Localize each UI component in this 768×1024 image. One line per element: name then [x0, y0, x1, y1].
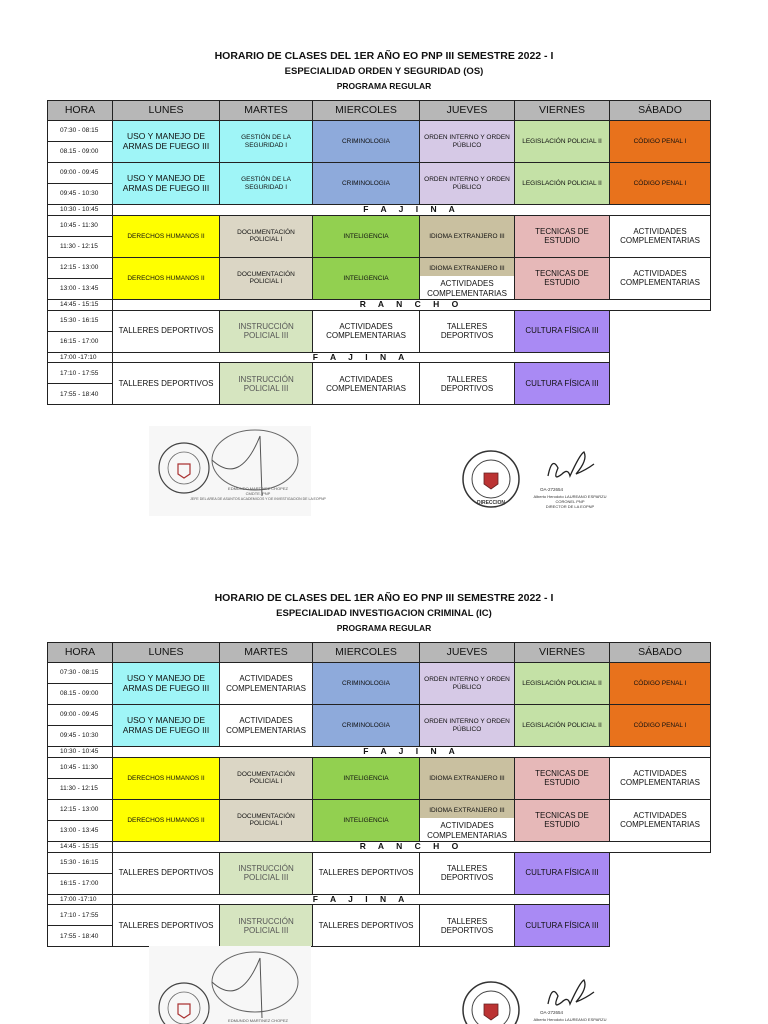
break-band: F A J I N A — [113, 352, 610, 363]
right-seal-stamp — [463, 451, 519, 507]
course-cell: TALLERES DEPORTIVOS — [313, 905, 420, 947]
course-cell: DERECHOS HUMANOS II — [113, 757, 220, 799]
right-signer-rank: CORONEL PNP — [555, 499, 585, 504]
time-cell: 07:30 - 08:15 — [48, 663, 113, 684]
empty-cell — [610, 310, 711, 352]
course-cell: ACTIVIDADES COMPLEMENTARIAS — [610, 799, 711, 841]
course-cell: ORDEN INTERNO Y ORDEN PÚBLICO — [420, 121, 515, 163]
schedule-table — [47, 642, 711, 947]
course-cell: LEGISLACIÓN POLICIAL II — [515, 163, 610, 205]
header-lunes: LUNES — [113, 101, 220, 121]
time-cell: 17:00 -17:10 — [48, 352, 113, 363]
break-band: F A J I N A — [113, 205, 711, 216]
course-cell-lower: ACTIVIDADES COMPLEMENTARIAS — [420, 818, 514, 841]
time-cell: 12:15 - 13:00 — [48, 257, 113, 278]
time-cell: 09:45 - 10:30 — [48, 726, 113, 747]
break-band: F A J I N A — [113, 894, 610, 905]
course-cell: LEGISLACIÓN POLICIAL II — [515, 705, 610, 747]
time-cell: 17:10 - 17:55 — [48, 905, 113, 926]
course-cell: ORDEN INTERNO Y ORDEN PÚBLICO — [420, 663, 515, 705]
time-cell: 17:55 - 18:40 — [48, 384, 113, 405]
course-cell: DOCUMENTACIÓN POLICIAL I — [220, 799, 313, 841]
left-signer-name: EDMUNDO MARTINEZ CHOPEZ — [228, 486, 288, 491]
left-signer-role: JEFE DEL AREA DE ASUNTOS ACADEMICOS Y DE INVESTIGACION DE LA EOPNP — [190, 497, 326, 501]
time-cell: 09:45 - 10:30 — [48, 184, 113, 205]
empty-cell — [610, 852, 711, 894]
right-signer-role: DIRECTOR DE LA EOPNP — [545, 504, 595, 509]
course-cell: GESTIÓN DE LA SEGURIDAD I — [220, 163, 313, 205]
header-miercoles: MIERCOLES — [313, 643, 420, 663]
break-band: R A N C H O — [113, 299, 711, 310]
time-cell: 10:30 - 10:45 — [48, 205, 113, 216]
time-cell: 17:10 - 17:55 — [48, 363, 113, 384]
time-cell: 11:30 - 12:15 — [48, 236, 113, 257]
time-cell: 08.15 - 09:00 — [48, 684, 113, 705]
course-cell: ACTIVIDADES COMPLEMENTARIAS — [610, 757, 711, 799]
course-cell: INSTRUCCIÓN POLICIAL III — [220, 852, 313, 894]
empty-cell — [610, 905, 711, 947]
header-sabado: SÁBADO — [610, 643, 711, 663]
time-cell: 10:30 - 10:45 — [48, 747, 113, 758]
course-cell: ACTIVIDADES COMPLEMENTARIAS — [220, 663, 313, 705]
time-cell: 10:45 - 11:30 — [48, 215, 113, 236]
course-cell-upper: IDIOMA EXTRANJERO III — [420, 800, 514, 822]
course-cell: INTELIGENCIA — [313, 757, 420, 799]
course-cell: ACTIVIDADES COMPLEMENTARIAS — [220, 705, 313, 747]
course-cell: CÓDIGO PENAL I — [610, 121, 711, 163]
header-miercoles: MIERCOLES — [313, 101, 420, 121]
course-cell: INTELIGENCIA — [313, 799, 420, 841]
empty-cell — [610, 352, 711, 363]
course-cell: ACTIVIDADES COMPLEMENTARIAS — [313, 310, 420, 352]
course-cell: CULTURA FÍSICA III — [515, 363, 610, 405]
course-cell: IDIOMA EXTRANJERO III — [420, 757, 515, 799]
course-cell: ACTIVIDADES COMPLEMENTARIAS — [610, 215, 711, 257]
course-cell: TECNICAS DE ESTUDIO — [515, 799, 610, 841]
course-cell-upper: IDIOMA EXTRANJERO III — [420, 258, 514, 280]
course-cell: TALLERES DEPORTIVOS — [113, 852, 220, 894]
right-stamp-label: DIRECCION — [476, 500, 506, 506]
course-cell: INSTRUCCIÓN POLICIAL III — [220, 363, 313, 405]
header-viernes: VIERNES — [515, 101, 610, 121]
course-cell: ORDEN INTERNO Y ORDEN PÚBLICO — [420, 163, 515, 205]
header-martes: MARTES — [220, 643, 313, 663]
course-cell: TALLERES DEPORTIVOS — [113, 905, 220, 947]
course-cell: DERECHOS HUMANOS II — [113, 257, 220, 299]
schedule-table — [47, 100, 711, 405]
signatures-block — [0, 426, 768, 518]
empty-cell — [610, 363, 711, 405]
course-cell: LEGISLACIÓN POLICIAL II — [515, 121, 610, 163]
course-cell: INSTRUCCIÓN POLICIAL III — [220, 310, 313, 352]
header-hora: HORA — [48, 643, 113, 663]
time-cell: 08.15 - 09:00 — [48, 142, 113, 163]
course-cell: TALLERES DEPORTIVOS — [420, 310, 515, 352]
time-cell: 15:30 - 16:15 — [48, 310, 113, 331]
course-cell-lower: ACTIVIDADES COMPLEMENTARIAS — [420, 276, 514, 299]
course-cell: TALLERES DEPORTIVOS — [113, 363, 220, 405]
time-cell: 10:45 - 11:30 — [48, 757, 113, 778]
time-cell: 09:00 - 09:45 — [48, 163, 113, 184]
course-cell: CÓDIGO PENAL I — [610, 663, 711, 705]
header-lunes: LUNES — [113, 643, 220, 663]
right-signature — [548, 452, 594, 477]
course-cell: USO Y MANEJO DE ARMAS DE FUEGO III — [113, 663, 220, 705]
course-cell: IDIOMA EXTRANJERO III — [420, 215, 515, 257]
course-cell: TALLERES DEPORTIVOS — [313, 852, 420, 894]
right-signer-name: Alberto Herodoto LAUREANO ESPARZU — [533, 494, 607, 499]
course-cell: INTELIGENCIA — [313, 215, 420, 257]
course-cell: INSTRUCCIÓN POLICIAL III — [220, 905, 313, 947]
header-viernes: VIERNES — [515, 643, 610, 663]
right-signer-code: OA-272654 — [540, 487, 564, 492]
course-cell: CULTURA FÍSICA III — [515, 852, 610, 894]
course-cell: CULTURA FÍSICA III — [515, 310, 610, 352]
split-course-cell — [420, 799, 515, 841]
break-band: F A J I N A — [113, 747, 711, 758]
time-cell: 11:30 - 12:15 — [48, 778, 113, 799]
course-cell: CRIMINOLOGIA — [313, 663, 420, 705]
course-cell: CRIMINOLOGIA — [313, 705, 420, 747]
course-cell: USO Y MANEJO DE ARMAS DE FUEGO III — [113, 121, 220, 163]
course-cell: CULTURA FÍSICA III — [515, 905, 610, 947]
course-cell: USO Y MANEJO DE ARMAS DE FUEGO III — [113, 163, 220, 205]
time-cell: 13:00 - 13:45 — [48, 820, 113, 841]
time-cell: 16:15 - 17:00 — [48, 331, 113, 352]
header-jueves: JUEVES — [420, 643, 515, 663]
time-cell: 14:45 - 15:15 — [48, 841, 113, 852]
course-cell: DERECHOS HUMANOS II — [113, 799, 220, 841]
time-cell: 09:00 - 09:45 — [48, 705, 113, 726]
course-cell: ORDEN INTERNO Y ORDEN PÚBLICO — [420, 705, 515, 747]
schedule-program: PROGRAMA REGULAR — [336, 81, 432, 91]
right-signer-code: OA-272654 — [540, 1010, 564, 1015]
empty-cell — [610, 894, 711, 905]
header-martes: MARTES — [220, 101, 313, 121]
break-band: R A N C H O — [113, 841, 711, 852]
header-jueves: JUEVES — [420, 101, 515, 121]
time-cell: 16:15 - 17:00 — [48, 873, 113, 894]
time-cell: 07:30 - 08:15 — [48, 121, 113, 142]
header-sabado: SÁBADO — [610, 101, 711, 121]
schedule-specialty: ESPECIALIDAD ORDEN Y SEGURIDAD (OS) — [284, 66, 484, 77]
course-cell: DOCUMENTACIÓN POLICIAL I — [220, 757, 313, 799]
left-signer-name: EDMUNDO MARTINEZ CHOPEZ — [228, 1018, 288, 1023]
schedule-specialty: ESPECIALIDAD INVESTIGACION CRIMINAL (IC) — [276, 608, 492, 619]
course-cell: USO Y MANEJO DE ARMAS DE FUEGO III — [113, 705, 220, 747]
course-cell: CÓDIGO PENAL I — [610, 163, 711, 205]
right-signature — [548, 980, 594, 1005]
time-cell: 15:30 - 16:15 — [48, 852, 113, 873]
course-cell: CRIMINOLOGIA — [313, 121, 420, 163]
course-cell: TECNICAS DE ESTUDIO — [515, 257, 610, 299]
course-cell: TALLERES DEPORTIVOS — [420, 363, 515, 405]
time-cell: 13:00 - 13:45 — [48, 278, 113, 299]
course-cell: TALLERES DEPORTIVOS — [420, 905, 515, 947]
course-cell: TECNICAS DE ESTUDIO — [515, 215, 610, 257]
course-cell: TECNICAS DE ESTUDIO — [515, 757, 610, 799]
signatures-block — [0, 946, 768, 1024]
time-cell: 17:00 -17:10 — [48, 894, 113, 905]
course-cell: LEGISLACIÓN POLICIAL II — [515, 663, 610, 705]
schedule-title: HORARIO DE CLASES DEL 1ER AÑO EO PNP III SEMESTRE 2022 - I — [214, 50, 554, 62]
split-course-cell — [420, 257, 515, 299]
course-cell: INTELIGENCIA — [313, 257, 420, 299]
course-cell: TALLERES DEPORTIVOS — [420, 852, 515, 894]
time-cell: 17:55 - 18:40 — [48, 926, 113, 947]
schedule-program: PROGRAMA REGULAR — [336, 623, 432, 633]
course-cell: DERECHOS HUMANOS II — [113, 215, 220, 257]
right-seal-stamp — [463, 982, 519, 1024]
time-cell: 14:45 - 15:15 — [48, 299, 113, 310]
right-signer-name: Alberto Herodoto LAUREANO ESPARZU — [533, 1017, 607, 1022]
course-cell: GESTIÓN DE LA SEGURIDAD I — [220, 121, 313, 163]
course-cell: ACTIVIDADES COMPLEMENTARIAS — [313, 363, 420, 405]
course-cell: CRIMINOLOGIA — [313, 163, 420, 205]
course-cell: DOCUMENTACIÓN POLICIAL I — [220, 215, 313, 257]
course-cell: ACTIVIDADES COMPLEMENTARIAS — [610, 257, 711, 299]
time-cell: 12:15 - 13:00 — [48, 799, 113, 820]
schedule-title: HORARIO DE CLASES DEL 1ER AÑO EO PNP III SEMESTRE 2022 - I — [214, 592, 554, 604]
course-cell: CÓDIGO PENAL I — [610, 705, 711, 747]
header-hora: HORA — [48, 101, 113, 121]
course-cell: TALLERES DEPORTIVOS — [113, 310, 220, 352]
course-cell: DOCUMENTACIÓN POLICIAL I — [220, 257, 313, 299]
left-signer-rank: CMDTE. PNP — [245, 491, 271, 496]
